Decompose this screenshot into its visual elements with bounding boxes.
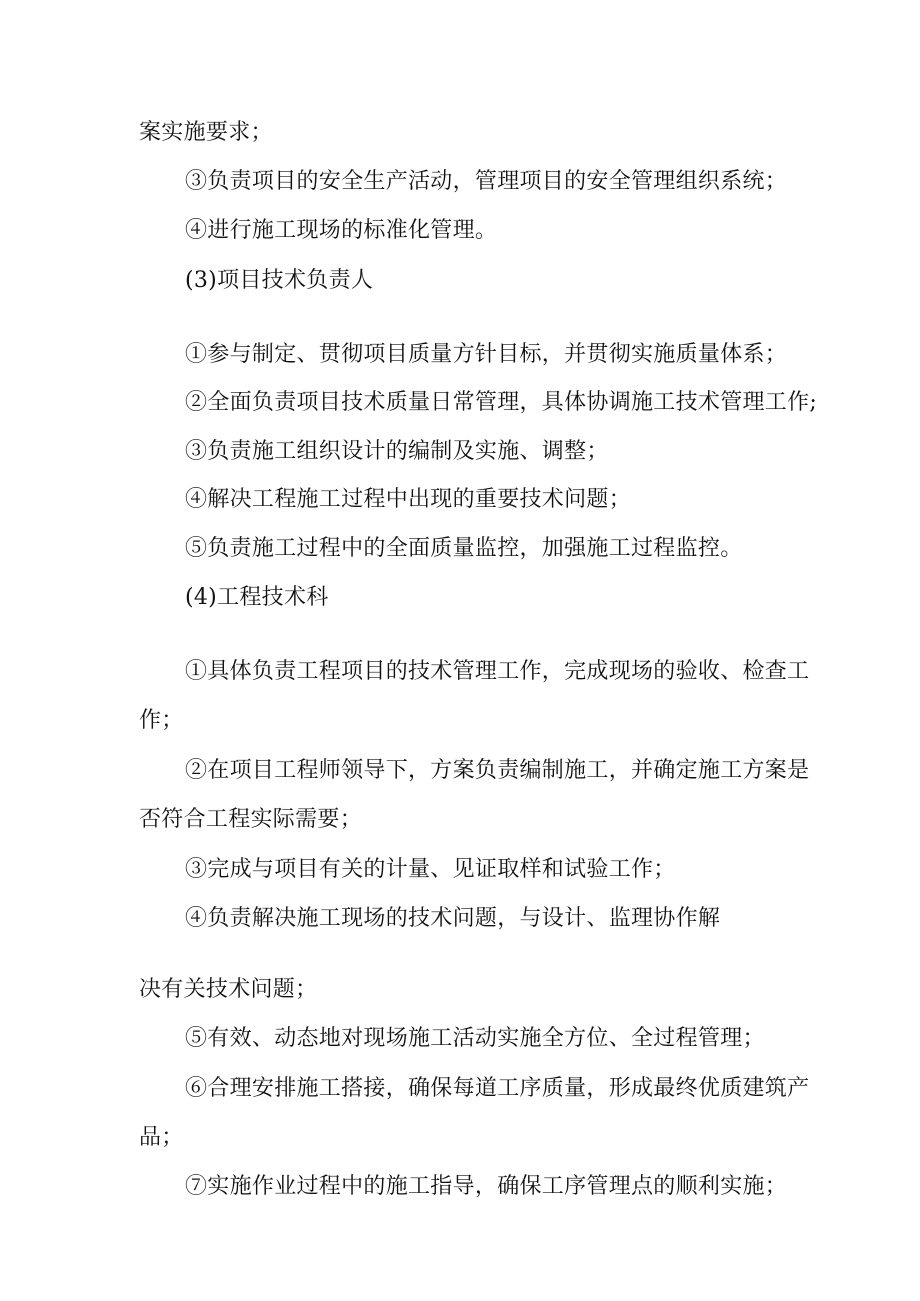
- text-line: ③负责项目的安全生产活动，管理项目的安全管理组织系统；: [185, 169, 788, 194]
- section-heading: (4)工程技术科: [185, 585, 329, 610]
- text-line: ①参与制定、贯彻项目质量方针目标，并贯彻实施质量体系；: [185, 342, 788, 367]
- text-line: ③完成与项目有关的计量、见证取样和试验工作；: [185, 857, 676, 882]
- text-line: ⑥合理安排施工搭接，确保每道工序质量，形成最终优质建筑产: [185, 1076, 810, 1101]
- text-line: ③负责施工组织设计的编制及实施、调整；: [185, 439, 609, 464]
- text-line: ④进行施工现场的标准化管理。: [185, 218, 498, 243]
- text-line: 决有关技术问题；: [139, 977, 318, 1002]
- text-line: ①具体负责工程项目的技术管理工作，完成现场的验收、检查工: [185, 659, 810, 684]
- text-line: ⑤有效、动态地对现场施工活动实施全方位、全过程管理；: [185, 1026, 765, 1051]
- text-line: ②全面负责项目技术质量日常管理，具体协调施工技术管理工作;: [185, 390, 818, 415]
- section-heading: (3)项目技术负责人: [185, 268, 374, 293]
- text-line: ⑤负责施工过程中的全面质量监控，加强施工过程监控。: [185, 536, 743, 561]
- text-line: 品；: [139, 1125, 184, 1150]
- text-line: ④解决工程施工过程中出现的重要技术问题；: [185, 487, 632, 512]
- text-line: 作；: [139, 708, 184, 733]
- text-line: ②在项目工程师领导下，方案负责编制施工，并确定施工方案是: [185, 758, 810, 783]
- text-line: ④负责解决施工现场的技术问题，与设计、监理协作解: [185, 906, 721, 931]
- text-line: ⑦实施作业过程中的施工指导，确保工序管理点的顺利实施；: [185, 1174, 788, 1199]
- text-line: 否符合工程实际需要；: [139, 807, 363, 832]
- text-line: 案实施要求；: [139, 120, 273, 145]
